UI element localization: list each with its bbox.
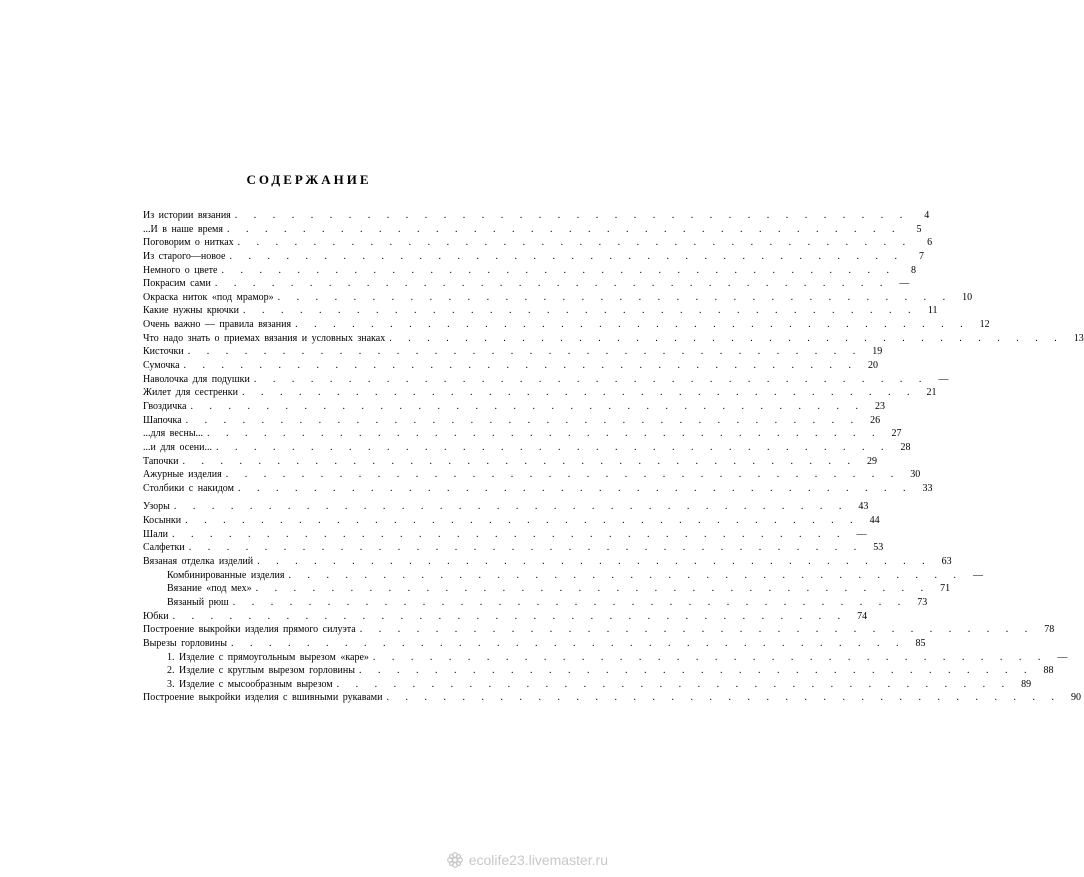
toc-entry-page: 71 <box>940 583 951 595</box>
toc-entry <box>143 250 924 264</box>
toc-entry <box>143 596 928 610</box>
toc-entry-label: Сумочка <box>143 360 180 372</box>
toc-entry-page: 21 <box>926 387 937 399</box>
page-title: СОДЕРЖАНИЕ <box>246 172 372 187</box>
toc-entry-label: 1. Изделие с прямоугольным вырезом «каре» <box>167 651 369 663</box>
toc-leader-dots: . . . . . . . . . . . . . . . . . . . . . . . . . . . . . . . . . . . . <box>295 319 970 331</box>
toc-entry-label: Жилет для сестренки <box>143 387 238 399</box>
toc-entry <box>143 691 1081 705</box>
toc-entry <box>143 441 911 455</box>
toc-entry-label: Тапочки <box>143 455 179 467</box>
toc-leader-dots: . . . . . . . . . . . . . . . . . . . . . . . . . . . . . . . . . . . . <box>232 596 908 608</box>
toc-entry-page: 19 <box>872 346 883 358</box>
toc-entry-label: 2. Изделие с круглым вырезом горловины <box>167 665 355 677</box>
toc-entry <box>143 264 916 278</box>
toc-leader-dots: . . . . . . . . . . . . . . . . . . . . . . . . . . . . . . . . . . . . <box>225 469 901 481</box>
toc-entry-label: Из старого—новое <box>143 250 226 262</box>
toc-leader-dots: . . . . . . . . . . . . . . . . . . . . . . . . . . . . . . . . . . . . <box>173 501 849 513</box>
toc-entry <box>143 528 867 542</box>
toc-entry-page: — <box>899 278 910 290</box>
toc-entry <box>143 373 949 387</box>
toc-entry <box>143 427 902 441</box>
toc-entry-label: Шали <box>143 528 168 540</box>
toc-entry-label: Наволочка для подушки <box>143 373 250 385</box>
toc-leader-dots: . . . . . . . . . . . . . . . . . . . . . . . . . . . . . . . . . . . . <box>336 678 1012 690</box>
toc-leader-dots: . . . . . . . . . . . . . . . . . . . . . . . . . . . . . . . . . . . . <box>214 278 890 290</box>
toc-entry <box>143 414 881 428</box>
toc-leader-dots: . . . . . . . . . . . . . . . . . . . . . . . . . . . . . . . . . . . . <box>229 250 904 262</box>
toc-entry-page: 20 <box>868 360 879 372</box>
flower-icon <box>446 851 464 869</box>
toc-entry-page: — <box>856 528 867 540</box>
toc-entry <box>143 386 937 400</box>
toc-entry-label: Узоры <box>143 501 170 513</box>
toc-entry-label: Ажурные изделия <box>143 469 222 481</box>
toc-entry <box>143 623 1055 637</box>
toc-entry <box>143 468 921 482</box>
watermark-text: ecolife23.livemaster.ru <box>468 852 608 868</box>
toc-entry-label: Вязаная отделка изделий <box>143 556 254 568</box>
toc-entry-page: 6 <box>927 237 933 249</box>
toc-entry-page: 43 <box>858 501 869 513</box>
toc-entry-page: 5 <box>916 223 922 235</box>
toc-entry-page: 26 <box>870 414 881 426</box>
toc-entry-page: — <box>938 373 949 385</box>
toc-entry <box>143 455 877 469</box>
toc-leader-dots: . . . . . . . . . . . . . . . . . . . . . . . . . . . . . . . . . . . . <box>234 210 910 221</box>
toc-entry-page: — <box>1057 651 1068 663</box>
toc-entry-label: Покрасим сами <box>143 278 211 290</box>
toc-entry-page: 29 <box>867 455 877 467</box>
toc-entry-page: 89 <box>1021 678 1032 690</box>
toc-entry-label: Шапочка <box>143 414 182 426</box>
toc-entry <box>143 345 883 359</box>
toc-entry-page: — <box>972 569 983 581</box>
toc-leader-dots: . . . . . . . . . . . . . . . . . . . . . . . . . . . . . . . . . . . . <box>171 528 847 540</box>
toc-leader-dots: . . . . . . . . . . . . . . . . . . . . . . . . . . . . . . . . . . . . <box>389 332 1064 344</box>
toc-leader-dots: . . . . . . . . . . . . . . . . . . . . . . . . . . . . . . . . . . . . <box>230 637 906 649</box>
toc-entry-page: 13 <box>1073 332 1084 344</box>
toc-leader-dots: . . . . . . . . . . . . . . . . . . . . . . . . . . . . . . . . . . . . <box>185 515 860 527</box>
toc-leader-dots: . . . . . . . . . . . . . . . . . . . . . . . . . . . . . . . . . . . . <box>243 305 918 317</box>
toc-entry <box>143 678 1032 692</box>
toc-entry-label: Столбики с накидом <box>143 482 234 494</box>
toc-leader-dots: . . . . . . . . . . . . . . . . . . . . . . . . . . . . . . . . . . . . <box>237 237 913 249</box>
toc-entry-label: Косынки <box>143 515 182 527</box>
toc-entry-page: 7 <box>918 250 924 262</box>
toc-entry <box>143 277 910 291</box>
toc-entry-page: 4 <box>924 210 930 221</box>
toc-leader-dots: . . . . . . . . . . . . . . . . . . . . . . . . . . . . . . . . . . . . <box>188 542 864 554</box>
toc-entry-label: Что надо знать о приемах вязания и условных знаках <box>143 332 386 344</box>
toc-entry <box>143 582 951 596</box>
toc-leader-dots: . . . . . . . . . . . . . . . . . . . . . . . . . . . . . . . . . . . . <box>237 482 913 494</box>
toc-entry <box>143 610 868 624</box>
toc-entry <box>143 400 885 414</box>
toc-leader-dots: . . . . . . . . . . . . . . . . . . . . . . . . . . . . . . . . . . . . <box>215 441 891 453</box>
toc-leader-dots: . . . . . . . . . . . . . . . . . . . . . . . . . . . . . . . . . . . . <box>358 665 1034 677</box>
toc-leader-dots: . . . . . . . . . . . . . . . . . . . . . . . . . . . . . . . . . . . . <box>172 610 848 622</box>
watermark <box>446 851 608 869</box>
toc-entry-page: 74 <box>857 610 868 622</box>
toc-entry-page: 88 <box>1043 665 1054 677</box>
toc-entry-label: Комбинированные изделия <box>167 569 285 581</box>
toc-entry-label: Немного о цвете <box>143 264 218 276</box>
toc-entry-page: 53 <box>873 542 884 554</box>
toc-entry-label: Кисточки <box>143 346 184 358</box>
toc-entry-label: Салфетки <box>143 542 185 554</box>
toc-entry-page: 12 <box>979 319 990 331</box>
toc-entry-page: 73 <box>917 596 928 608</box>
toc-entry-label: Вязаный рюш <box>167 596 229 608</box>
toc-entry-page: 78 <box>1044 624 1055 636</box>
toc-entry-label: ...И в наше время <box>143 223 223 235</box>
toc-leader-dots: . . . . . . . . . . . . . . . . . . . . . . . . . . . . . . . . . . . . <box>359 624 1035 636</box>
toc-entry <box>143 359 879 373</box>
toc-entry <box>143 651 1068 665</box>
toc-entry <box>143 664 1054 678</box>
toc-entry <box>143 291 973 305</box>
toc-entry-page: 63 <box>941 556 952 568</box>
toc-entry-page: 85 <box>915 637 926 649</box>
toc-entry-label: Окраска ниток «под мрамор» <box>143 291 274 303</box>
toc-entry-page: 27 <box>891 428 902 440</box>
toc-leader-dots: . . . . . . . . . . . . . . . . . . . . . . . . . . . . . . . . . . . . <box>187 346 863 358</box>
toc-entry <box>143 555 952 569</box>
toc-entry-page: 8 <box>910 264 916 276</box>
toc-leader-dots: . . . . . . . . . . . . . . . . . . . . . . . . . . . . . . . . . . . . <box>226 223 902 235</box>
toc-leader-dots: . . . . . . . . . . . . . . . . . . . . . . . . . . . . . . . . . . . . <box>372 651 1048 663</box>
toc-entry-label: Юбки <box>143 610 169 622</box>
toc-entry-label: Какие нужны крючки <box>143 305 240 317</box>
toc-entry <box>143 541 884 555</box>
toc-entry-page: 90 <box>1070 692 1081 704</box>
toc-leader-dots: . . . . . . . . . . . . . . . . . . . . . . . . . . . . . . . . . . . . <box>277 291 953 303</box>
toc-leader-dots: . . . . . . . . . . . . . . . . . . . . . . . . . . . . . . . . . . . . <box>183 360 859 372</box>
toc-entry-label: Поговорим о нитках <box>143 237 234 249</box>
toc-leader-dots: . . . . . . . . . . . . . . . . . . . . . . . . . . . . . . . . . . . . <box>182 455 857 467</box>
toc-leader-dots: . . . . . . . . . . . . . . . . . . . . . . . . . . . . . . . . . . . . <box>207 428 882 440</box>
toc-leader-dots: . . . . . . . . . . . . . . . . . . . . . . . . . . . . . . . . . . . . <box>255 583 931 595</box>
toc-entry <box>143 236 933 250</box>
toc-entry-label: Гвоздичка <box>143 400 187 412</box>
toc-entry <box>143 482 933 496</box>
toc-entry-label: 3. Изделие с мысообразным вырезом <box>167 678 333 690</box>
table-of-contents <box>143 209 1084 705</box>
toc-leader-dots: . . . . . . . . . . . . . . . . . . . . . . . . . . . . . . . . . . . . <box>241 387 917 399</box>
toc-entry-page: 30 <box>910 469 921 481</box>
toc-leader-dots: . . . . . . . . . . . . . . . . . . . . . . . . . . . . . . . . . . . . <box>386 692 1061 704</box>
toc-leader-dots: . . . . . . . . . . . . . . . . . . . . . . . . . . . . . . . . . . . . <box>185 414 861 426</box>
toc-leader-dots: . . . . . . . . . . . . . . . . . . . . . . . . . . . . . . . . . . . . <box>190 400 865 412</box>
toc-entry <box>143 304 938 318</box>
toc-leader-dots: . . . . . . . . . . . . . . . . . . . . . . . . . . . . . . . . . . . . <box>257 556 932 568</box>
toc-leader-dots: . . . . . . . . . . . . . . . . . . . . . . . . . . . . . . . . . . . . <box>221 264 896 276</box>
toc-entry-page: 33 <box>922 482 933 494</box>
toc-entry-page: 28 <box>900 441 911 453</box>
toc-entry-label: Построение выкройки изделия с вшивными рукавами <box>143 692 383 704</box>
toc-entry-page: 44 <box>869 515 880 527</box>
toc-entry-page: 23 <box>874 400 885 412</box>
toc-entry <box>143 637 926 651</box>
toc-entry-label: Вырезы горловины <box>143 637 227 649</box>
toc-entry-label: Построение выкройки изделия прямого силуэта <box>143 624 356 636</box>
toc-entry <box>143 500 869 514</box>
toc-entry-page: 10 <box>962 291 973 303</box>
toc-entry <box>143 514 880 528</box>
toc-leader-dots: . . . . . . . . . . . . . . . . . . . . . . . . . . . . . . . . . . . . <box>253 373 929 385</box>
toc-entry-label: Вязание «под мех» <box>167 583 252 595</box>
toc-entry-label: Из истории вязания <box>143 210 231 221</box>
toc-leader-dots: . . . . . . . . . . . . . . . . . . . . . . . . . . . . . . . . . . . . <box>288 569 963 581</box>
toc-entry <box>143 318 990 332</box>
toc-entry <box>143 223 922 237</box>
toc-entry-label: ...и для осени... <box>143 441 212 453</box>
toc-entry <box>143 569 983 583</box>
toc-entry <box>143 332 1084 346</box>
toc-entry-label: ...для весны... <box>143 428 204 440</box>
toc-entry <box>143 209 930 223</box>
toc-entry-label: Очень важно — правила вязания <box>143 319 292 331</box>
toc-entry-page: 11 <box>927 305 938 317</box>
